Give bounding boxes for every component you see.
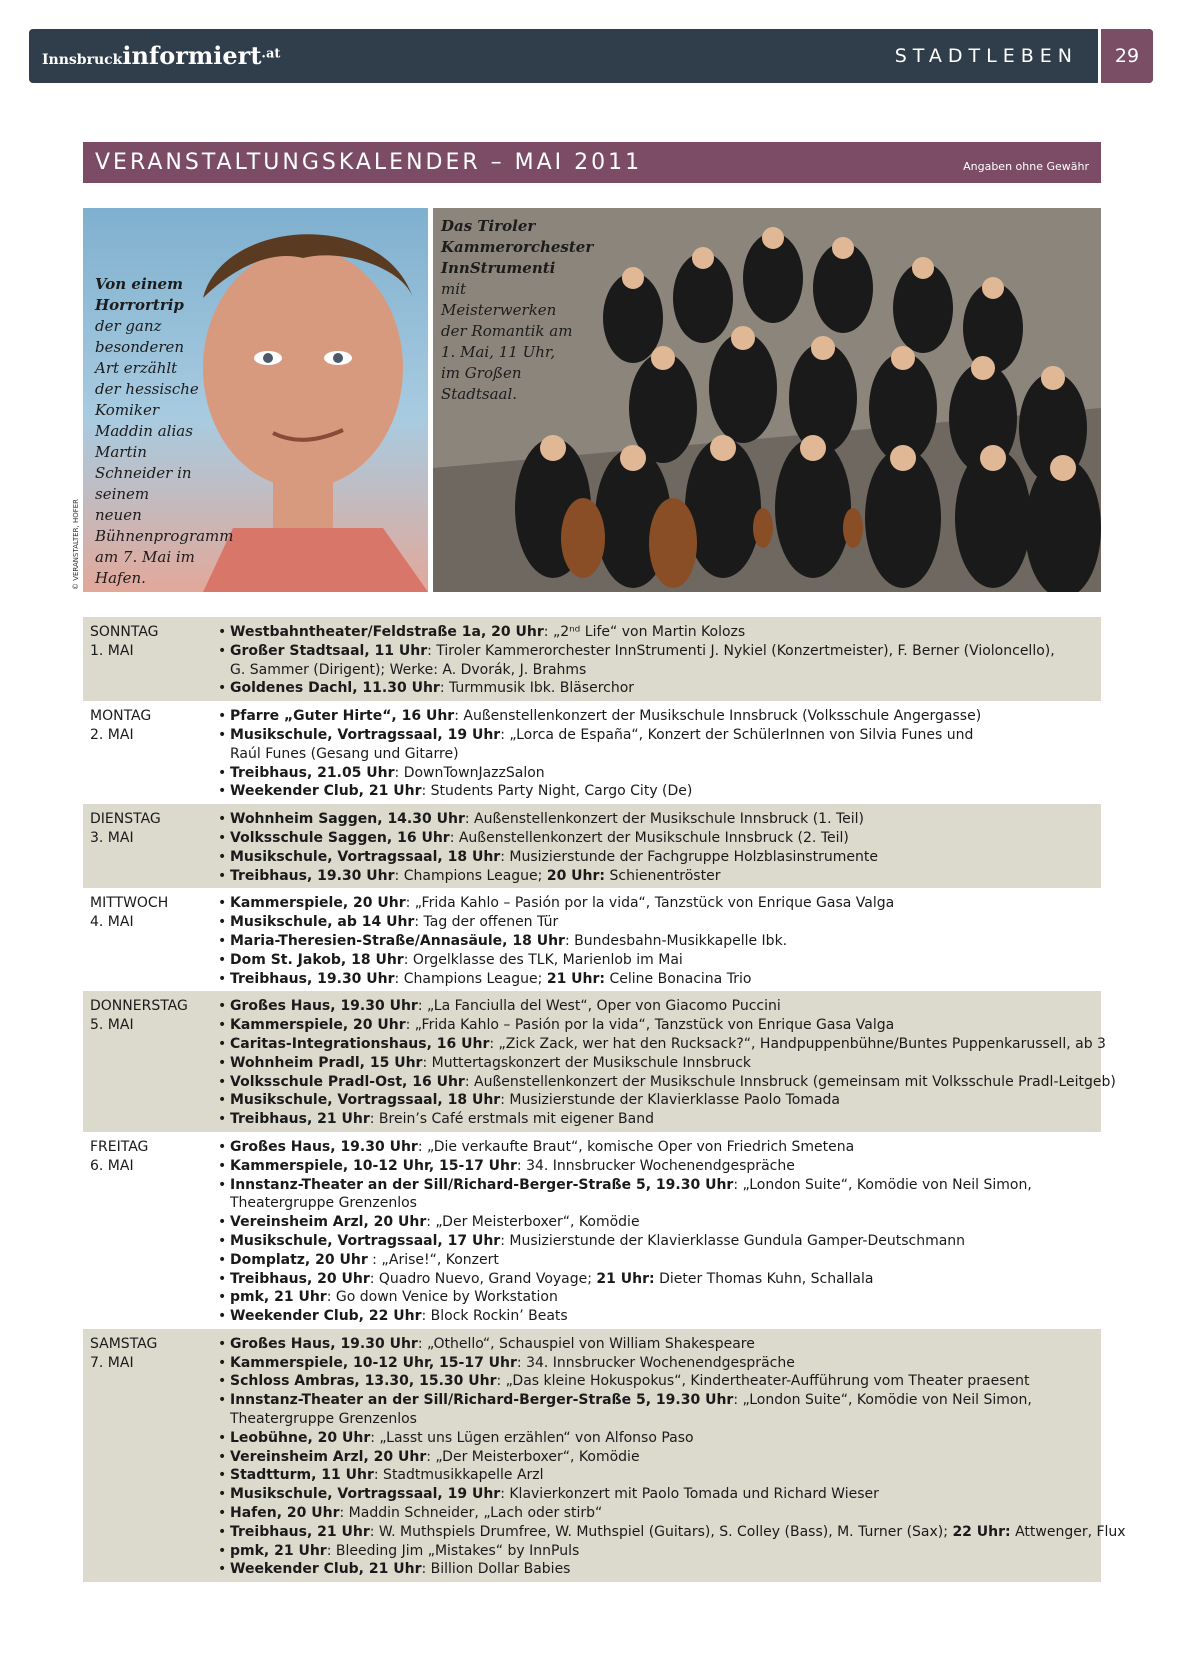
event-venue: 21 Uhr: — [596, 1270, 655, 1287]
event-item — [218, 1176, 1101, 1214]
event-venue: Stadtturm, 11 Uhr — [230, 1467, 374, 1484]
event-item — [218, 829, 1101, 848]
event-venue: Großer Stadtsaal, 11 Uhr — [230, 642, 428, 659]
event-text: : Stadtmusikkapelle Arzl — [373, 1467, 544, 1484]
comedian-caption — [95, 274, 234, 589]
day-name: MITTWOCH — [90, 895, 169, 912]
event-item — [218, 1270, 1101, 1289]
event-text: : Musizierstunde der Klavierklasse Gundula Gamper-Deutschmann — [500, 1232, 966, 1249]
event-text: : „2ⁿᵈ Life“ von Martin Kolozs — [543, 624, 746, 640]
event-venue: Dom St. Jakob, 18 Uhr — [230, 951, 404, 968]
event-venue: Wohnheim Saggen, 14.30 Uhr — [230, 811, 465, 828]
event-item — [218, 707, 1101, 726]
event-venue: Maria-Theresien-Straße/Annasäule, 18 Uhr — [230, 932, 565, 949]
event-text-continued: Theatergruppe Grenzenlos — [230, 1411, 417, 1428]
day-row — [83, 1329, 1126, 1582]
comedian-photo — [83, 208, 428, 592]
event-text: : Außenstellenkonzert der Musikschule Innsbruck (1. Teil) — [464, 811, 865, 828]
event-venue: Kammerspiele, 10-12 Uhr, 15-17 Uhr — [230, 1354, 517, 1371]
day-label — [90, 894, 168, 932]
event-item — [218, 1542, 1101, 1561]
section-title: STADTLEBEN — [894, 45, 1078, 67]
event-item — [218, 810, 1101, 829]
day-name: MONTAG — [90, 708, 152, 725]
day-label — [90, 623, 159, 661]
event-venue: Innstanz-Theater an der Sill/Richard-Berger-Straße 5, 19.30 Uhr — [230, 1392, 734, 1409]
event-item — [218, 1288, 1101, 1307]
day-date: 1. MAI — [90, 642, 134, 659]
event-text: : Billion Dollar Babies — [421, 1561, 571, 1578]
event-item — [218, 1354, 1101, 1373]
event-venue: Leobühne, 20 Uhr — [230, 1429, 371, 1446]
event-text: : 34. Innsbrucker Wochenendgespräche — [516, 1157, 795, 1174]
banner-note: Angaben ohne Gewähr — [963, 160, 1089, 173]
event-venue: 22 Uhr: — [952, 1523, 1011, 1540]
day-date: 7. MAI — [90, 1354, 134, 1371]
event-text: Dieter Thomas Kuhn, Schallala — [654, 1270, 874, 1287]
event-venue: Domplatz, 20 Uhr — [230, 1251, 368, 1268]
orchestra-caption — [441, 216, 594, 405]
event-item — [218, 679, 1101, 698]
event-list — [83, 1335, 1126, 1579]
event-venue: pmk, 21 Uhr — [230, 1542, 327, 1559]
event-item — [218, 1307, 1101, 1326]
day-name: SAMSTAG — [90, 1335, 158, 1352]
day-label — [90, 707, 151, 745]
event-text: Celine Bonacina Trio — [605, 970, 752, 987]
event-item — [218, 1560, 1101, 1579]
event-text: : Champions League; — [394, 970, 547, 987]
event-venue: Goldenes Dachl, 11.30 Uhr — [230, 680, 440, 697]
event-list — [83, 1138, 1101, 1326]
day-date: 4. MAI — [90, 914, 134, 931]
event-venue: Schloss Ambras, 13.30, 15.30 Uhr — [230, 1373, 497, 1390]
event-venue: Caritas-Integrationshaus, 16 Uhr — [230, 1035, 490, 1052]
day-row — [83, 1132, 1101, 1329]
event-text: : Bleeding Jim „Mistakes“ by InnPuls — [326, 1542, 580, 1559]
day-label — [90, 810, 161, 848]
event-venue: 21 Uhr: — [546, 970, 606, 987]
page-number: 29 — [1098, 29, 1153, 83]
event-text: : Orgelklasse des TLK, Marienlob im Mai — [403, 951, 683, 968]
calendar-banner — [83, 142, 1101, 183]
event-venue: Musikschule, Vortragssaal, 18 Uhr — [230, 1092, 501, 1109]
logo-main: informiert — [122, 41, 262, 70]
event-item — [218, 1523, 1126, 1542]
event-venue: Treibhaus, 19.30 Uhr — [230, 970, 395, 987]
event-item — [218, 623, 1101, 642]
event-item — [218, 1391, 1101, 1429]
event-venue: Weekender Club, 21 Uhr — [230, 1561, 422, 1578]
event-item — [218, 1504, 1101, 1523]
event-text: : Tag der offenen Tür — [414, 914, 559, 931]
event-venue: Musikschule, Vortragssaal, 19 Uhr — [230, 726, 501, 743]
page-header — [29, 29, 1153, 83]
event-venue: Treibhaus, 21 Uhr — [230, 1111, 370, 1128]
event-item — [218, 932, 1101, 951]
event-item — [218, 1213, 1101, 1232]
event-text: : Außenstellenkonzert der Musikschule Innsbruck (gemeinsam mit Volksschule Pradl-Leitgeb) — [464, 1073, 1116, 1090]
day-name: DIENSTAG — [90, 811, 161, 828]
event-text: Schienentröster — [605, 867, 721, 884]
day-label — [90, 1335, 157, 1373]
event-text: : „Lasst uns Lügen erzählen“ von Alfonso Paso — [370, 1429, 694, 1446]
event-text: : Turmmusik Ibk. Bläserchor — [439, 680, 635, 697]
event-item — [218, 867, 1101, 886]
event-text: : Quadro Nuevo, Grand Voyage; — [369, 1270, 597, 1287]
event-venue: 20 Uhr: — [546, 867, 606, 884]
event-text: : „Der Meisterboxer“, Komödie — [426, 1214, 640, 1231]
event-item — [218, 642, 1101, 680]
event-item — [218, 970, 1101, 989]
event-text: : „Frida Kahlo – Pasión por la vida“, Tanzstück von Enrique Gasa Valga — [405, 1017, 895, 1034]
event-item — [218, 1091, 1101, 1110]
day-label — [90, 997, 188, 1035]
event-item — [218, 1335, 1101, 1354]
event-venue: Kammerspiele, 20 Uhr — [230, 1017, 406, 1034]
event-text: : „Frida Kahlo – Pasión por la vida“, Tanzstück von Enrique Gasa Valga — [405, 895, 895, 912]
event-venue: Westbahntheater/Feldstraße 1a, 20 Uhr — [230, 624, 544, 640]
event-text: : Block Rockin’ Beats — [421, 1308, 568, 1325]
event-venue: Musikschule, Vortragssaal, 19 Uhr — [230, 1486, 501, 1503]
event-venue: Weekender Club, 22 Uhr — [230, 1308, 422, 1325]
event-text: : Musizierstunde der Klavierklasse Paolo Tomada — [500, 1092, 841, 1109]
event-item — [218, 1138, 1101, 1157]
event-venue: Großes Haus, 19.30 Uhr — [230, 998, 418, 1015]
day-date: 5. MAI — [90, 1017, 134, 1034]
event-text: : „London Suite“, Komödie von Neil Simon, — [733, 1176, 1032, 1193]
event-venue: Vereinsheim Arzl, 20 Uhr — [230, 1448, 427, 1465]
event-text: : „Die verkaufte Braut“, komische Oper von Friedrich Smetena — [417, 1138, 855, 1155]
event-text: : Muttertagskonzert der Musikschule Innsbruck — [422, 1054, 752, 1071]
day-date: 2. MAI — [90, 726, 134, 743]
logo-prefix: Innsbruck — [42, 52, 123, 68]
logo-suffix: .at — [261, 46, 281, 62]
event-venue: Volksschule Pradl-Ost, 16 Uhr — [230, 1073, 465, 1090]
day-row — [83, 991, 1116, 1132]
event-text: : DownTownJazzSalon — [394, 764, 545, 781]
orchestra-photo — [433, 208, 1101, 592]
event-text: : „Arise!“, Konzert — [367, 1251, 499, 1268]
event-item — [218, 894, 1101, 913]
event-venue: Volksschule Saggen, 16 Uhr — [230, 829, 450, 846]
event-text: : Go down Venice by Workstation — [326, 1289, 558, 1306]
event-venue: Treibhaus, 19.30 Uhr — [230, 867, 395, 884]
event-item — [218, 1110, 1101, 1129]
event-venue: Kammerspiele, 10-12 Uhr, 15-17 Uhr — [230, 1157, 517, 1174]
banner-title: VERANSTALTUNGSKALENDER – MAI 2011 — [95, 150, 643, 175]
event-venue: Vereinsheim Arzl, 20 Uhr — [230, 1214, 427, 1231]
event-item — [218, 782, 1101, 801]
event-text: : Musizierstunde der Fachgruppe Holzblasinstrumente — [500, 848, 878, 865]
event-list — [83, 810, 1101, 885]
event-list — [83, 623, 1101, 698]
event-item — [218, 1372, 1101, 1391]
comedian-caption-text: der ganz besonderen Art erzählt der hessische Komiker Maddin alias Martin Schneider in seinem neuen Bühnenprogramm am 7. Mai im Hafen. — [95, 317, 234, 587]
event-venue: Innstanz-Theater an der Sill/Richard-Berger-Straße 5, 19.30 Uhr — [230, 1176, 734, 1193]
event-text: Attwenger, Flux — [1010, 1523, 1126, 1540]
event-item — [218, 1035, 1106, 1054]
day-name: DONNERSTAG — [90, 998, 188, 1015]
event-venue: pmk, 21 Uhr — [230, 1289, 327, 1306]
event-item — [218, 1232, 1101, 1251]
event-text: : Maddin Schneider, „Lach oder stirb“ — [339, 1505, 603, 1522]
orchestra-caption-text: mit Meisterwerken der Romantik am 1. Mai, 11 Uhr, im Großen Stadtsaal. — [441, 280, 573, 403]
event-list — [83, 707, 1101, 801]
event-text: : „Lorca de España“, Konzert der SchülerInnen von Silvia Funes und — [500, 726, 974, 743]
day-row — [83, 888, 1101, 991]
event-venue: Treibhaus, 20 Uhr — [230, 1270, 370, 1287]
event-item — [218, 1251, 1101, 1270]
event-text-continued: Raúl Funes (Gesang und Gitarre) — [230, 745, 459, 762]
day-date: 3. MAI — [90, 829, 134, 846]
day-row — [83, 701, 1101, 804]
event-text: : Champions League; — [394, 867, 547, 884]
event-item — [218, 951, 1101, 970]
event-text: : „Othello“, Schauspiel von William Shakespeare — [417, 1335, 755, 1352]
event-text: : Brein’s Café erstmals mit eigener Band — [369, 1111, 654, 1128]
event-venue: Musikschule, ab 14 Uhr — [230, 914, 415, 931]
logo — [42, 41, 280, 70]
event-text-continued: G. Sammer (Dirigent); Werke: A. Dvorák, J. Brahms — [230, 661, 587, 678]
day-row — [83, 804, 1101, 888]
event-text: : „La Fanciulla del West“, Oper von Giacomo Puccini — [417, 998, 781, 1015]
event-venue: Treibhaus, 21.05 Uhr — [230, 764, 395, 781]
event-text: : „Das kleine Hokuspokus“, Kindertheater-Aufführung vom Theater praesent — [496, 1373, 1030, 1390]
event-item — [218, 1016, 1101, 1035]
comedian-caption-lead: Von einem Horrortrip — [95, 275, 184, 314]
event-text: : „Der Meisterboxer“, Komödie — [426, 1448, 640, 1465]
event-venue: Musikschule, Vortragssaal, 17 Uhr — [230, 1232, 501, 1249]
event-item — [218, 997, 1101, 1016]
event-venue: Großes Haus, 19.30 Uhr — [230, 1138, 418, 1155]
day-row — [83, 617, 1101, 701]
event-item — [218, 848, 1101, 867]
event-list — [83, 894, 1101, 988]
event-venue: Musikschule, Vortragssaal, 18 Uhr — [230, 848, 501, 865]
event-text: : „London Suite“, Komödie von Neil Simon, — [733, 1392, 1032, 1409]
event-calendar — [83, 617, 1126, 1582]
event-list — [83, 997, 1116, 1129]
event-venue: Pfarre „Guter Hirte“, 16 Uhr — [230, 708, 455, 725]
event-item — [218, 1157, 1101, 1176]
event-venue: Weekender Club, 21 Uhr — [230, 783, 422, 800]
event-venue: Großes Haus, 19.30 Uhr — [230, 1335, 418, 1352]
orchestra-caption-lead: Das Tiroler Kammerorchester InnStrumenti — [441, 217, 594, 277]
event-item — [218, 1429, 1101, 1448]
day-label — [90, 1138, 148, 1176]
event-text: : Außenstellenkonzert der Musikschule Innsbruck (2. Teil) — [449, 829, 849, 846]
event-text: : Klavierkonzert mit Paolo Tomada und Richard Wieser — [500, 1486, 879, 1503]
event-text: : Tiroler Kammerorchester InnStrumenti J. Nykiel (Konzertmeister), F. Berner (Violoncello), — [427, 642, 1055, 659]
photo-credit: © VERANSTALTER, HOFER — [72, 498, 80, 590]
event-venue: Wohnheim Pradl, 15 Uhr — [230, 1054, 423, 1071]
event-item — [218, 726, 1101, 764]
event-item — [218, 1466, 1101, 1485]
day-name: SONNTAG — [90, 624, 159, 640]
event-item — [218, 764, 1101, 783]
event-item — [218, 1448, 1101, 1467]
day-name: FREITAG — [90, 1138, 149, 1155]
event-text: : 34. Innsbrucker Wochenendgespräche — [516, 1354, 795, 1371]
event-text-continued: Theatergruppe Grenzenlos — [230, 1195, 417, 1212]
day-date: 6. MAI — [90, 1157, 134, 1174]
event-text: : Bundesbahn-Musikkapelle Ibk. — [564, 932, 788, 949]
event-item — [218, 1073, 1116, 1092]
event-item — [218, 1485, 1101, 1504]
event-text: : Students Party Night, Cargo City (De) — [421, 783, 693, 800]
event-text: : „Zick Zack, wer hat den Rucksack?“, Handpuppenbühne/Buntes Puppenkarussell, ab 3 — [489, 1035, 1106, 1052]
event-text: : Außenstellenkonzert der Musikschule Innsbruck (Volksschule Angergasse) — [454, 708, 982, 725]
event-venue: Hafen, 20 Uhr — [230, 1505, 340, 1522]
event-item — [218, 913, 1101, 932]
event-venue: Treibhaus, 21 Uhr — [230, 1523, 370, 1540]
event-text: : W. Muthspiels Drumfree, W. Muthspiel (Guitars), S. Colley (Bass), M. Turner (Sax); — [369, 1523, 953, 1540]
event-venue: Kammerspiele, 20 Uhr — [230, 895, 406, 912]
event-item — [218, 1054, 1101, 1073]
